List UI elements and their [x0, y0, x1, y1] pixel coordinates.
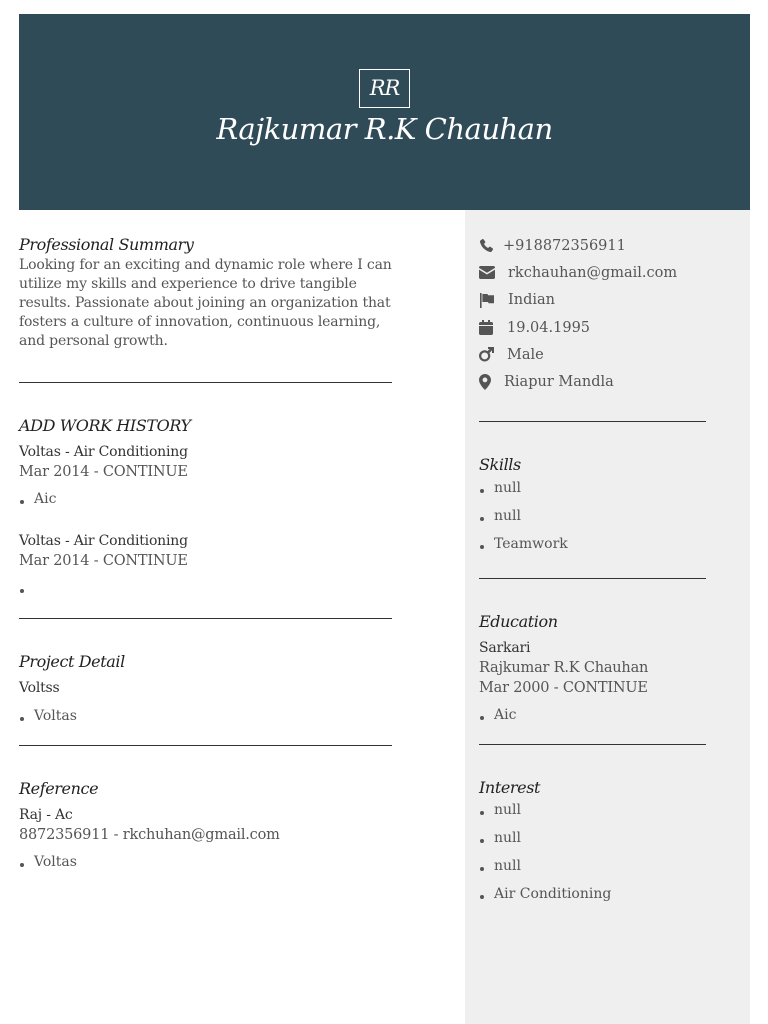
contact-location: [479, 368, 719, 395]
education-bullets: [479, 707, 719, 723]
divider: [479, 421, 706, 422]
project-title: Project Detail: [19, 652, 125, 671]
location-text: Riapur Mandla: [504, 374, 614, 391]
work-bullets: [19, 491, 409, 507]
work-dates: Mar 2014 - CONTINUE: [19, 464, 188, 480]
initials-monogram: RR: [359, 69, 410, 108]
divider: [19, 618, 392, 619]
contact-dob: [479, 314, 719, 341]
list-item: Air Conditioning: [479, 886, 719, 914]
main-column: [19, 232, 409, 870]
work-company: Voltas - Air Conditioning: [19, 444, 188, 460]
education-title: Education: [479, 611, 558, 631]
summary-text: Looking for an exciting and dynamic role where I can utilize my skills and experience to drive tangible results. Passionate about joining an organization that fosters a culture of innovation, continuous learning, and personal growth.: [19, 257, 392, 349]
contact-gender: [479, 341, 719, 368]
contact-email: [479, 259, 719, 286]
calendar-icon: [479, 320, 507, 335]
work-history-title: ADD WORK HISTORY: [19, 416, 191, 435]
skills-list: [479, 480, 719, 564]
reference-contact: 8872356911 - rkchuhan@gmail.com: [19, 827, 280, 843]
divider: [19, 745, 392, 746]
work-bullets: [19, 580, 409, 599]
interest-list: [479, 802, 719, 914]
divider: [479, 578, 706, 579]
list-item: null: [479, 508, 719, 536]
resume-header: [19, 14, 750, 210]
list-item: [19, 580, 409, 599]
project-name: Voltss: [19, 680, 60, 696]
candidate-name: Rajkumar R.K Chauhan: [216, 112, 553, 146]
list-item: Voltas: [19, 708, 409, 724]
skills-title: Skills: [479, 454, 521, 474]
flag-icon: [479, 293, 508, 308]
dob-text: 19.04.1995: [507, 319, 591, 336]
interest-title: Interest: [479, 777, 541, 797]
contact-list: [479, 232, 719, 396]
divider: [479, 744, 706, 745]
envelope-icon: [479, 266, 508, 279]
phone-icon: [479, 238, 503, 253]
email-text: rkchauhan@gmail.com: [508, 264, 678, 281]
list-item: Aic: [19, 491, 409, 507]
gender-text: Male: [507, 346, 544, 363]
nationality-text: Indian: [508, 292, 555, 309]
education-school: Sarkari: [479, 639, 531, 656]
male-icon: [479, 347, 507, 362]
work-dates: Mar 2014 - CONTINUE: [19, 553, 188, 569]
project-bullets: [19, 708, 409, 724]
sidebar-column: [479, 232, 719, 914]
contact-nationality: [479, 287, 719, 314]
list-item: null: [479, 480, 719, 508]
list-item: Teamwork: [479, 536, 719, 564]
map-marker-icon: [479, 374, 504, 390]
work-company: Voltas - Air Conditioning: [19, 533, 188, 549]
list-item: null: [479, 830, 719, 858]
list-item: Aic: [479, 707, 719, 723]
contact-phone: [479, 232, 719, 259]
divider: [19, 382, 392, 383]
list-item: null: [479, 802, 719, 830]
list-item: null: [479, 858, 719, 886]
education-dates: Mar 2000 - CONTINUE: [479, 679, 648, 696]
phone-text: +918872356911: [503, 237, 626, 254]
reference-title: Reference: [19, 779, 99, 798]
reference-name: Raj - Ac: [19, 807, 73, 823]
summary-title: Professional Summary: [19, 235, 194, 254]
reference-bullets: [19, 854, 409, 870]
education-name: Rajkumar R.K Chauhan: [479, 659, 649, 676]
list-item: Voltas: [19, 854, 409, 870]
